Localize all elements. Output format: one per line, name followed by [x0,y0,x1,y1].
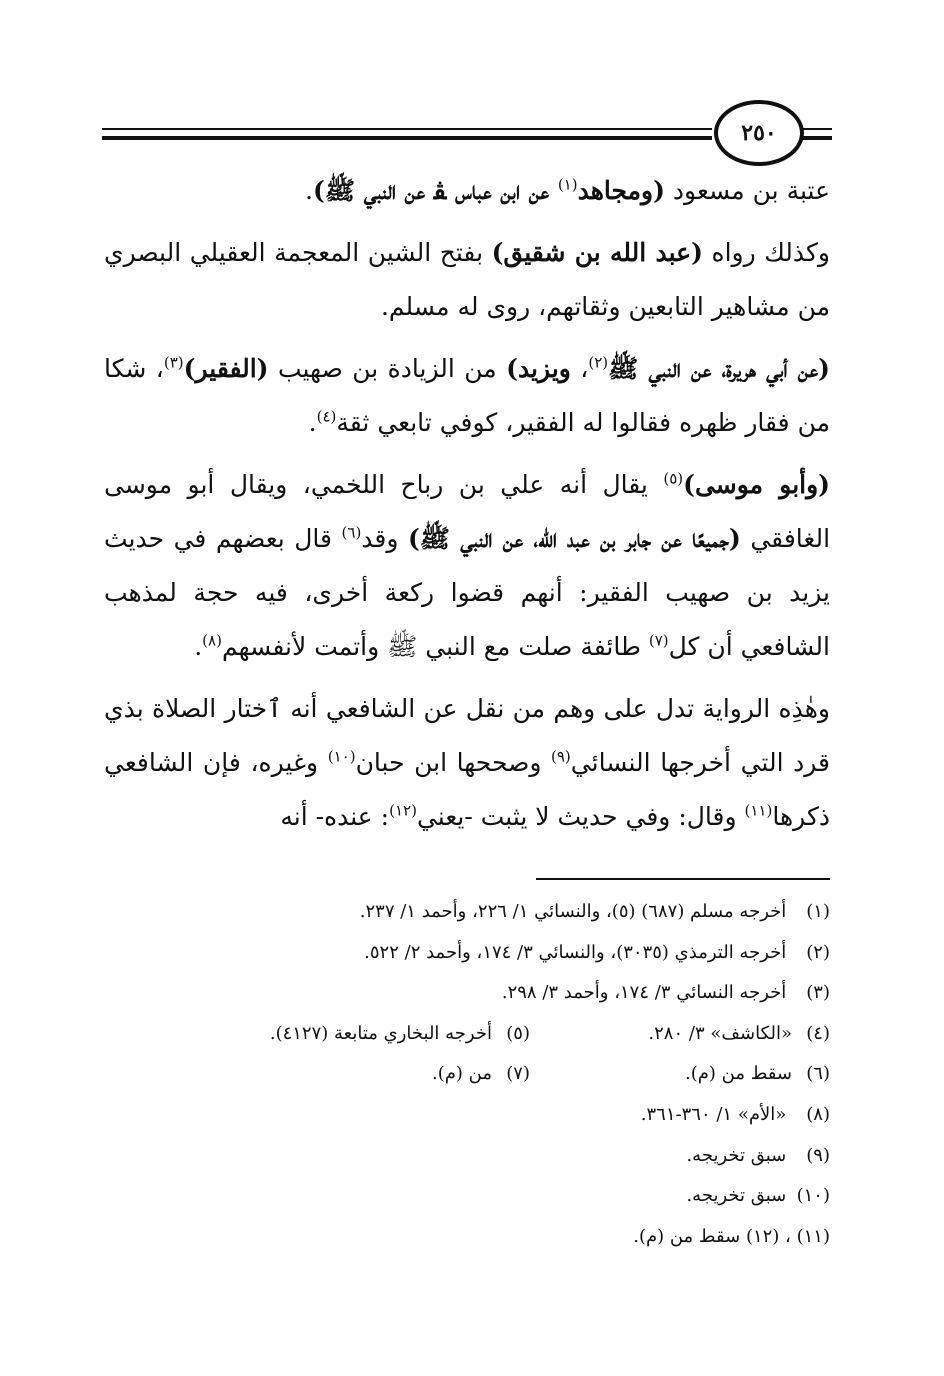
footnote-ref: (٥) [663,469,684,488]
bold-text: عن ابن عباس ﭭ عن النبي ﷺ) [313,176,558,205]
text: طائفة صلت مع النبي ﷺ وأتمت لأنفسهم [221,632,649,661]
footnote-ref: (١٠) [327,747,356,766]
footnote-item [104,1095,830,1136]
footnote-number: (١) [806,901,830,922]
paragraph-p1 [104,164,830,218]
footnote-number: (١٠) [796,1185,830,1207]
text: : عنده- أنه [280,802,390,831]
footnote-item [104,1176,830,1217]
footnote-text: «الكاشف» ٣/ ٢٨٠. [648,1022,792,1044]
footnote-text: «الأم» ١/ ٣٦٠-٣٦١. [640,1103,787,1125]
text: وقد [361,524,408,553]
footnote-ref: (١١) [744,801,773,820]
bold-text: (عبد الله بن شقيق) [491,238,703,267]
footnote-ref: (١٢) [389,801,417,820]
footnote-ref: (٨) [202,631,222,650]
footnote-separator [536,878,830,880]
footnote-number: (١١) ، (١٢) [745,1225,830,1247]
footnote-number: (٢) [806,941,830,963]
footnote-ref: (٩) [551,747,571,766]
footnote-text: سبق تخريجه. [686,1185,787,1207]
text: يقال أنه علي بن رباح اللخمي، ويقال أبو موسى الغافقي [104,470,831,553]
footnote-number: (٥) [506,1022,530,1044]
footnote-text: سقط من (م). [633,1225,741,1247]
footnote-column [270,1014,530,1055]
footnote-item [104,1054,830,1095]
bold-text: (وأبو موسى) [683,470,830,499]
header-rule-end-thick [802,136,832,140]
bold-text: ويزيد) [506,354,571,383]
main-text [104,164,830,852]
header-rule-end [802,128,832,130]
bold-text: (جميعًا عن جابر بن عبد الله، عن النبي ﷺ) [407,524,741,553]
paragraph-p2 [104,226,830,334]
paragraph-p4 [104,458,830,674]
footnote-number: (٤) [806,1022,830,1044]
footnote-item [104,973,830,1014]
footnote-column [530,1054,830,1095]
header-rule-thick [102,136,712,140]
footnote-text: من (م). [432,1063,492,1085]
footnote-column [530,1014,830,1055]
text: ، شكا من فقار ظهره فقالوا له الفقير، كوفي تابعي ثقة [104,354,830,437]
paragraph-p5 [104,682,830,844]
footnote-item [104,892,830,933]
text: وكذلك رواه [702,238,830,267]
bold-text: (الفقير) [183,354,269,383]
footnote-ref: (٣) [163,353,184,372]
text: وصححها ابن حبان [355,748,551,777]
text: . [305,176,313,205]
page-header [102,98,832,160]
footnote-number: (٣) [806,982,830,1004]
footnote-item [104,1014,830,1055]
footnote-number: (٨) [806,1103,830,1125]
text: بفتح الشين المعجمة العقيلي البصري من مشاهير التابعين وثقاتهم، روى له مسلم. [104,238,830,321]
text: وقال: وفي حديث لا يثبت -يعني [416,802,745,831]
page-number: ٢٥٠ [714,100,804,166]
text: . [308,408,317,437]
text: وغيره، فإن الشافعي ذكرها [104,748,830,831]
footnote-text: سبق تخريجه. [686,1144,787,1166]
footnote-text: أخرجه مسلم (٦٨٧) (٥)، والنسائي ١/ ٢٢٦، وأحمد ١/ ٢٣٧. [359,901,787,922]
text: من الزيادة بن صهيب [268,354,507,383]
footnote-text: أخرجه النسائي ٣/ ١٧٤، وأحمد ٣/ ٢٩٨. [501,982,787,1004]
footnote-number: (٦) [806,1063,830,1085]
text: وهٰذِه الرواية تدل على وهم من نقل عن الشافعي أنه ٱختار الصلاة بذي قرد التي أخرجها النسائي [104,694,831,777]
bold-text: (ومجاهد [577,176,665,205]
footnote-ref: (٧) [648,631,669,650]
footnote-item [104,1136,830,1177]
text: . [194,632,203,661]
bold-text: (عن أبي هريرة، عن النبي ﷺ [608,354,831,383]
footnote-text: أخرجه الترمذي (٣٠٣٥)، والنسائي ٣/ ١٧٤، وأحمد ٢/ ٥٢٢. [364,941,787,963]
footnote-number: (٧) [506,1063,530,1085]
footnote-column [432,1054,530,1095]
header-rule [102,128,712,130]
footnote-ref: (٤) [316,407,337,426]
footnote-ref: (٢) [588,353,609,372]
footnote-text: أخرجه البخاري متابعة (٤١٢٧). [269,1022,492,1044]
paragraph-p3 [104,342,830,450]
footnote-ref: (١) [557,175,578,194]
text: قال بعضهم في حديث يزيد بن صهيب الفقير: أنهم قضوا ركعة أخرى، فيه حجة لمذهب الشافعي أن كل [104,524,830,661]
footnote-number: (٩) [806,1144,830,1166]
footnote-item [104,933,830,974]
footnote-text: سقط من (م). [685,1063,792,1085]
footnote-item [104,1217,830,1258]
footnote-ref: (٦) [341,523,362,542]
text: ، [570,354,589,383]
text: عتبة بن مسعود [664,176,830,205]
footnotes [104,892,830,1257]
